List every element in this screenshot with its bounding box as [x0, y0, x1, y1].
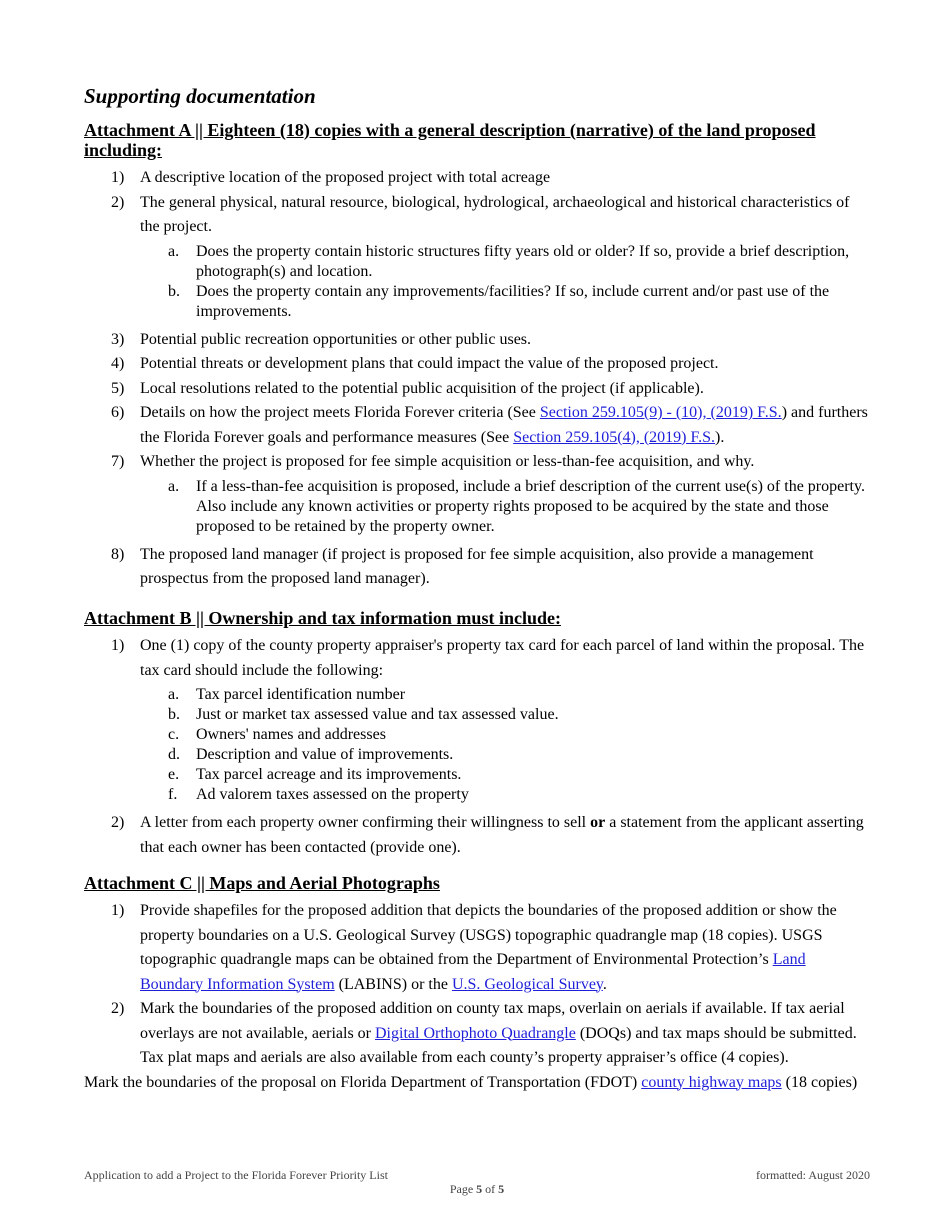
footer-title: Application to add a Project to the Florida Forever Priority List: [84, 1168, 388, 1182]
list-item: 2) Mark the boundaries of the proposed addition on county tax maps, overlain on aerials if available. If tax aerial overlays are not available, aerials or Digital Orthophoto Quadrangle (DOQs) and tax maps should be submitted. Tax plat maps and aerials are also available from each county’s property appraiser’s office (4 copies).: [111, 1000, 857, 1066]
doq-link[interactable]: Digital Orthophoto Quadrangle: [375, 1024, 576, 1042]
attachment-a: [84, 120, 870, 592]
labins-link[interactable]: Land Boundary Information System: [140, 951, 806, 993]
list-item: 8) The proposed land manager (if project is proposed for fee simple acquisition, also provide a management prospectus from the proposed land manager).: [111, 545, 814, 587]
sub-list-item: d. Description and value of improvements.: [168, 746, 454, 763]
list-item: 3) Potential public recreation opportunities or other public uses.: [111, 330, 532, 348]
statute-link-section-259-105-9-10[interactable]: Section 259.105(9) - (10), (2019) F.S.: [539, 404, 782, 421]
attachment-a-heading: Attachment A || Eighteen (18) copies with a general description (narrative) of the land proposed including:: [84, 120, 816, 160]
footer-date: formatted: August 2020: [756, 1168, 870, 1182]
page-number: Page 5 of 5: [449, 1182, 505, 1196]
list-item: 5) Local resolutions related to the potential public acquisition of the project (if applicable).: [111, 379, 704, 397]
attachment-c: [84, 873, 870, 1095]
sub-list-item: b. Just or market tax assessed value and tax assessed value.: [168, 706, 559, 723]
attachment-b: [84, 608, 870, 860]
sub-list: [84, 685, 870, 805]
list-item: 2) The general physical, natural resource, biological, hydrological, archaeological and historical characteristics of the project.: [111, 193, 850, 235]
list-item: 2) A letter from each property owner confirming their willingness to sell or a statement from the applicant asserting that each owner has been contacted (provide one).: [111, 814, 864, 856]
sub-list: [84, 242, 870, 322]
list-item: 7) Whether the project is proposed for fee simple acquisition or less-than-fee acquisition, and why.: [111, 453, 755, 470]
sub-list-item: a. Tax parcel identification number: [168, 686, 406, 703]
sub-list-item: a. Does the property contain historic structures fifty years old or older? If so, provide a brief description, photograph(s) and location.: [168, 242, 850, 280]
list-item: 6) Details on how the project meets Florida Forever criteria (See Section 259.105(9) - (10), (2019) F.S.) and furthers the Florida Forever goals and performance measures (See Section 259.105(4), (2019) F.S.).: [111, 404, 868, 446]
sub-list-item: a. If a less-than-fee acquisition is proposed, include a brief description of the current use(s) of the property. Also include any known activities or property rights proposed to be acquired by the state and those proposed to be retained by the property owner.: [168, 477, 865, 535]
attachment-b-heading: Attachment B || Ownership and tax information must include:: [84, 608, 561, 628]
list-item: 1) Provide shapefiles for the proposed addition that depicts the boundaries of the proposed addition or show the property boundaries on a U.S. Geological Survey (USGS) topographic quadrangle map (18 copies). USGS topographic quadrangle maps can be obtained from the Department of Environmental Protection’s Land Boundary Information System (LABINS) or the U.S. Geological Survey.: [111, 902, 837, 993]
sub-list-item: f. Ad valorem taxes assessed on the property: [168, 786, 469, 803]
usgs-link[interactable]: U.S. Geological Survey: [451, 975, 603, 993]
closing-paragraph: Mark the boundaries of the proposal on Florida Department of Transportation (FDOT) county highway maps (18 copies): [84, 1073, 858, 1091]
list-item: 4) Potential threats or development plans that could impact the value of the proposed project.: [111, 355, 719, 372]
sub-list: [84, 477, 870, 537]
county-highway-maps-link[interactable]: county highway maps: [641, 1073, 782, 1091]
statute-link-section-259-105-4[interactable]: Section 259.105(4), (2019) F.S.: [513, 428, 716, 446]
attachment-c-heading: Attachment C || Maps and Aerial Photographs: [84, 873, 440, 893]
sub-list-item: c. Owners' names and addresses: [168, 726, 386, 743]
section-title: Supporting documentation: [84, 84, 316, 108]
sub-list-item: b. Does the property contain any improvements/facilities? If so, include current and/or past use of the improvements.: [168, 282, 830, 320]
list-item: 1) One (1) copy of the county property appraiser's property tax card for each parcel of land within the proposal. The tax card should include the following:: [111, 637, 865, 679]
list-item: 1) A descriptive location of the proposed project with total acreage: [111, 169, 551, 186]
sub-list-item: e. Tax parcel acreage and its improvements.: [168, 766, 462, 783]
